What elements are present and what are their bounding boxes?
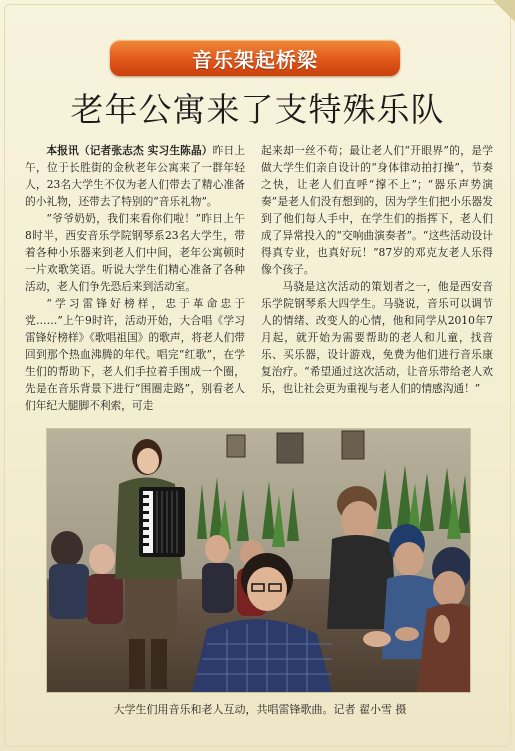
photo-caption: 大学生们用音乐和老人互动，共唱雷锋歌曲。记者 翟小雪 摄 — [113, 703, 407, 716]
article-paragraph-text: 昨日上午，位于长胜街的金秋老年公寓来了一群年轻人，23名大学生不仅为老人们带去了精心准备的小礼物，还带去了特别的“音乐礼物”。 — [25, 144, 245, 208]
article-paragraph: “爷爷奶奶，我们来看你们啦！”昨日上午8时半，西安音乐学院钢琴系23名大学生，带着各种小乐器来到老人们中间，老年公寓顿时一片欢歌笑语。听说大学生们精心准备了各种活动，老人们争先恐后来到活动室。 — [25, 212, 245, 293]
article-paragraph: 起来却一丝不苟；最让老人们“开眼界”的，是学做大学生们亲自设计的“身体律动拍打操”，节奏之快，让老人们直呼“撑不上”；“器乐声势演奏”是老人们没有想到的，因为学生们把小乐器发到了他们每人手中，在学生们的指挥下，老人们成了异常投入的“交响曲演奏者”。“这些活动设计得真专业，也真好玩！”87岁的邓克友老人乐得像个孩子。 — [261, 144, 493, 276]
photo-illustration — [47, 429, 470, 692]
section-banner — [110, 40, 400, 76]
article-column-right — [261, 142, 493, 397]
article-headline: 老年公寓来了支特殊乐队 — [70, 90, 445, 129]
article-photo — [46, 428, 471, 693]
section-banner-label: 音乐架起桥梁 — [192, 47, 318, 72]
article-paragraph: “学习雷锋好榜样，忠于革命忠于党……”上午9时许，活动开始，大合唱《学习雷锋好榜样》《歌唱祖国》的歌声，将老人们带回到那个热血沸腾的年代。唱完“红歌”，在学生们的帮助下，老人们手拉着手围成一个圈，先是在音乐背景下进行“围圈走路”，别看老人们年纪大腿脚不利索，可走 — [25, 297, 245, 412]
article-paragraph: 马骁是这次活动的策划者之一，他是西安音乐学院钢琴系大四学生。马骁说，音乐可以调节人的情绪、改变人的心情，他和同学从2010年7月起，就开始为需要帮助的老人和儿童，找音乐、买乐器，设计游戏，免费为他们进行音乐康复治疗。“希望通过这次活动，让音乐带给老人欢乐，也让社会更为重视与老人们的情感沟通！” — [261, 280, 493, 395]
article-column-left — [25, 142, 245, 414]
corner-fold — [493, 0, 515, 22]
article-paragraph — [25, 142, 245, 210]
article-byline: 本报讯（记者张志杰 实习生陈晶） — [46, 144, 213, 157]
